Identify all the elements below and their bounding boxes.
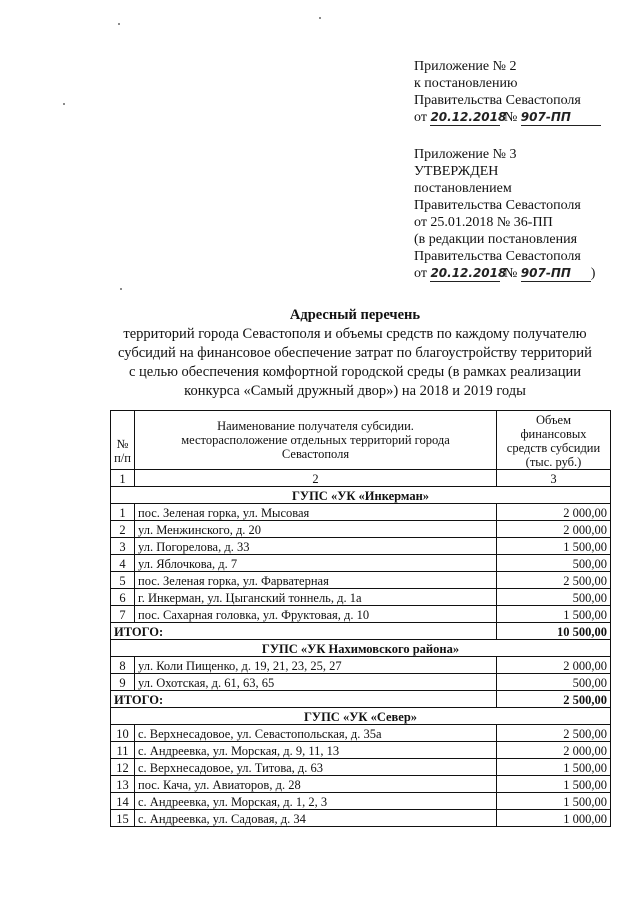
row-number: 1 [111, 504, 135, 521]
row-amount: 1 000,00 [497, 810, 611, 827]
row-number: 10 [111, 725, 135, 742]
row-amount: 2 000,00 [497, 742, 611, 759]
row-number: 9 [111, 674, 135, 691]
header-amount: Объем финансовых средств субсидии (тыс. руб.) [497, 411, 611, 470]
scan-speck [319, 17, 321, 19]
table-row [111, 793, 611, 810]
title-line: территорий города Севастополя и объемы средств по каждому получателю [123, 326, 587, 342]
table-row [111, 810, 611, 827]
table-row [111, 674, 611, 691]
row-amount: 2 000,00 [497, 521, 611, 538]
total-label: ИТОГО: [111, 623, 497, 640]
table-row [111, 606, 611, 623]
handwritten-date: 20.12.2018 [430, 110, 507, 124]
appendix-2-date-line: от 20.12.2018 № 907-ПП [414, 109, 601, 126]
row-amount: 2 000,00 [497, 657, 611, 674]
row-address: с. Андреевка, ул. Садовая, д. 34 [135, 810, 497, 827]
handwritten-number: 907-ПП [521, 110, 601, 126]
row-amount: 500,00 [497, 674, 611, 691]
row-address: ул. Яблочкова, д. 7 [135, 555, 497, 572]
row-amount: 1 500,00 [497, 793, 611, 810]
group-title: ГУПС «УК «Инкерман» [111, 487, 611, 504]
scan-speck [118, 23, 120, 25]
group-title: ГУПС «УК «Север» [111, 708, 611, 725]
handwritten-number: 907-ПП [521, 266, 591, 282]
group-header-row [111, 487, 611, 504]
appendix-3-title: Приложение № 3 [414, 147, 517, 162]
row-number: 6 [111, 589, 135, 606]
row-address: пос. Зеленая горка, ул. Фарватерная [135, 572, 497, 589]
row-address: г. Инкерман, ул. Цыганский тоннель, д. 1а [135, 589, 497, 606]
table-body [111, 487, 611, 827]
table-header-row [111, 411, 611, 470]
row-amount: 500,00 [497, 555, 611, 572]
row-address: с. Верхнесадовое, ул. Севастопольская, д. 35а [135, 725, 497, 742]
row-amount: 500,00 [497, 589, 611, 606]
appendix-2-title: Приложение № 2 [414, 59, 517, 74]
address-table [110, 410, 611, 827]
approved-label: УТВЕРЖДЕН [414, 164, 499, 179]
row-number: 14 [111, 793, 135, 810]
document-title [90, 306, 620, 401]
table-row [111, 589, 611, 606]
total-row [111, 623, 611, 640]
row-number: 8 [111, 657, 135, 674]
appendix-2-block [414, 58, 601, 126]
row-amount: 2 500,00 [497, 725, 611, 742]
row-address: ул. Менжинского, д. 20 [135, 521, 497, 538]
table-row [111, 776, 611, 793]
title-heading: Адресный перечень [289, 307, 421, 323]
row-address: пос. Кача, ул. Авиаторов, д. 28 [135, 776, 497, 793]
table-row [111, 521, 611, 538]
row-address: пос. Сахарная головка, ул. Фруктовая, д. 10 [135, 606, 497, 623]
table-row [111, 759, 611, 776]
total-amount: 2 500,00 [497, 691, 611, 708]
table-row [111, 538, 611, 555]
appendix-2-line: к постановлению [414, 76, 518, 91]
group-header-row [111, 640, 611, 657]
table-row [111, 657, 611, 674]
scan-speck [120, 288, 122, 290]
row-number: 12 [111, 759, 135, 776]
table-row [111, 572, 611, 589]
header-recipient: Наименование получателя субсидии. месторасположение отдельных территорий города Севастополя [135, 411, 497, 470]
total-row [111, 691, 611, 708]
row-number: 7 [111, 606, 135, 623]
group-title: ГУПС «УК Нахимовского района» [111, 640, 611, 657]
row-amount: 1 500,00 [497, 759, 611, 776]
row-number: 15 [111, 810, 135, 827]
row-number: 3 [111, 538, 135, 555]
row-address: ул. Коли Пищенко, д. 19, 21, 23, 25, 27 [135, 657, 497, 674]
scan-speck [63, 103, 65, 105]
title-line: с целью обеспечения комфортной городской среды (в рамках реализации [128, 364, 581, 380]
row-amount: 1 500,00 [497, 538, 611, 555]
title-line: конкурса «Самый дружный двор») на 2018 и 2019 годы [184, 383, 526, 399]
row-number: 11 [111, 742, 135, 759]
appendix-3-block [414, 146, 595, 282]
table-row [111, 555, 611, 572]
table-row [111, 725, 611, 742]
table-row [111, 742, 611, 759]
row-number: 5 [111, 572, 135, 589]
total-label: ИТОГО: [111, 691, 497, 708]
column-numbers-row: 1 2 3 [111, 470, 611, 487]
title-line: субсидий на финансовое обеспечение затрат по благоустройству территорий [118, 345, 592, 361]
total-amount: 10 500,00 [497, 623, 611, 640]
row-address: пос. Зеленая горка, ул. Мысовая [135, 504, 497, 521]
row-address: с. Верхнесадовое, ул. Титова, д. 63 [135, 759, 497, 776]
appendix-3-line: постановлением [414, 181, 512, 196]
appendix-2-line: Правительства Севастополя [414, 93, 581, 108]
table-row [111, 504, 611, 521]
row-address: с. Андреевка, ул. Морская, д. 1, 2, 3 [135, 793, 497, 810]
row-number: 2 [111, 521, 135, 538]
row-number: 13 [111, 776, 135, 793]
row-address: ул. Охотская, д. 61, 63, 65 [135, 674, 497, 691]
row-amount: 2 000,00 [497, 504, 611, 521]
appendix-3-line: (в редакции постановления [414, 232, 578, 247]
row-address: с. Андреевка, ул. Морская, д. 9, 11, 13 [135, 742, 497, 759]
handwritten-date: 20.12.2018 [430, 266, 507, 280]
header-number: № п/п [111, 411, 135, 470]
row-address: ул. Погорелова, д. 33 [135, 538, 497, 555]
appendix-3-date-line: от 20.12.2018 № 907-ПП ) [414, 266, 596, 281]
appendix-3-line: Правительства Севастополя [414, 198, 581, 213]
group-header-row [111, 708, 611, 725]
row-amount: 1 500,00 [497, 776, 611, 793]
row-amount: 2 500,00 [497, 572, 611, 589]
row-number: 4 [111, 555, 135, 572]
appendix-3-line: Правительства Севастополя [414, 249, 581, 264]
row-amount: 1 500,00 [497, 606, 611, 623]
appendix-3-line: от 25.01.2018 № 36-ПП [414, 215, 553, 230]
